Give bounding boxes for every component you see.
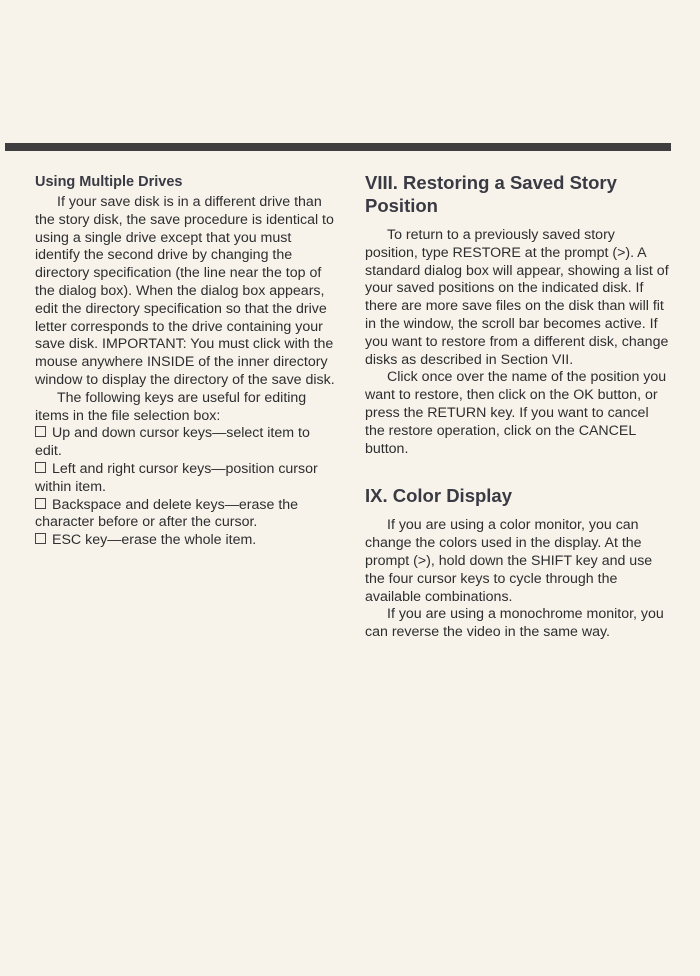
list-item: Backspace and delete keys—erase the character before or after the cursor. bbox=[35, 496, 299, 531]
paragraph: If you are using a color monitor, you can change the colors used in the display. At the prompt (>), hold down the SHIFT key and use the four cursor keys to cycle through the available combinations. bbox=[365, 517, 653, 605]
right-column bbox=[365, 171, 670, 642]
paragraph: The following keys are useful for editing items in the file selection box: bbox=[35, 389, 307, 424]
checkbox-bullet-icon bbox=[35, 426, 46, 437]
list-item: ESC key—erase the whole item. bbox=[35, 532, 340, 550]
list-item: Up and down cursor keys—select item to edit. bbox=[35, 425, 310, 460]
paragraph: Click once over the name of the position you want to restore, then click on the OK button, or press the RETURN key. If you want to cancel the restore operation, click on the CANCEL button. bbox=[365, 369, 667, 457]
list-item: Left and right cursor keys—position cursor within item. bbox=[35, 460, 318, 495]
paragraph: To return to a previously saved story position, type RESTORE at the prompt (>). A standard dialog box will appear, showing a list of your saved positions on the indicated disk. If there are more save files on the disk than will fit in the window, the scroll bar becomes active. If you want to restore from a different disk, change disks as described in Section VII. bbox=[365, 227, 669, 368]
checkbox-bullet-icon bbox=[35, 533, 46, 544]
header-rule bbox=[5, 143, 671, 151]
section-heading: VIII. Restoring a Saved Story Position bbox=[365, 172, 617, 216]
section-subheading: Using Multiple Drives bbox=[35, 174, 183, 190]
checkbox-bullet-icon bbox=[35, 498, 46, 509]
paragraph: If your save disk is in a different drive than the story disk, the save procedure is identical to using a single drive except that you must identify the second drive by changing the directory specification (the line near the top of the dialog box). When the dialog box appears, edit the directory specification so that the drive letter corresponds to the drive containing your save disk. IMPORTANT: You must click with the mouse anywhere INSIDE of the inner directory window to display the directory of the save disk. bbox=[35, 194, 335, 388]
left-column bbox=[35, 174, 340, 550]
checkbox-bullet-icon bbox=[35, 462, 46, 473]
section-heading: IX. Color Display bbox=[365, 485, 513, 507]
paragraph: If you are using a monochrome monitor, you can reverse the video in the same way. bbox=[365, 606, 664, 641]
